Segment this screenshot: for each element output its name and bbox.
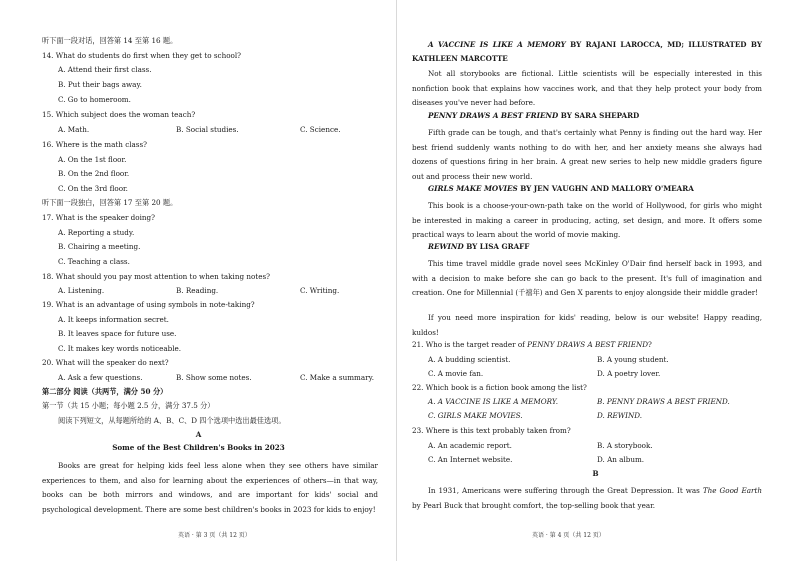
book3-heading bbox=[428, 184, 694, 193]
q15-option-c: C. Science. bbox=[300, 125, 341, 134]
passage-b-post: by Pearl Buck that brought comfort, the top-selling book that year. bbox=[412, 500, 656, 510]
passage-b-pre: In 1931, Americans were suffering through the Great Depression. It was bbox=[428, 486, 703, 495]
q17-option-a: A. Reporting a study. bbox=[58, 228, 135, 237]
q14-option-b: B. Put their bags away. bbox=[58, 80, 142, 89]
q21-option-a: A. A budding scientist. bbox=[428, 355, 511, 364]
q21-option-c: C. A movie fan. bbox=[428, 369, 484, 378]
q21-stem-title: PENNY DRAWS A BEST FRIEND bbox=[527, 340, 649, 349]
q20-option-b: B. Show some notes. bbox=[176, 373, 252, 382]
book2-title: PENNY DRAWS A BEST FRIEND bbox=[428, 111, 559, 120]
q20-option-a: A. Ask a few questions. bbox=[58, 373, 143, 382]
q15-stem: 15. Which subject does the woman teach? bbox=[42, 110, 196, 119]
page-footer-right: 英语 · 第 4 页（共 12 页） bbox=[532, 532, 605, 539]
q14-option-c: C. Go to homeroom. bbox=[58, 95, 131, 104]
q22-stem: 22. Which book is a fiction book among the list? bbox=[412, 383, 587, 392]
q21-option-d: D. A poetry lover. bbox=[597, 369, 661, 378]
q23-option-c: C. An Internet website. bbox=[428, 455, 513, 464]
right-page bbox=[397, 0, 794, 561]
book1-author: BY RAJANI LAROCCA, MD; ILLUSTRATED BY KATHLEEN MARCOTTE bbox=[412, 40, 762, 63]
q15-option-a: A. Math. bbox=[58, 125, 90, 134]
book4-heading bbox=[428, 242, 529, 251]
book2-description: Fifth grade can be tough, and that's certainly what Penny is finding out the hard way. Her best friend suddenly wants nothing to do with her, and her anxiety means she always had dozens of questions firing in her brain. A great new series to help new middle graders figure out and process their new world. bbox=[412, 128, 762, 181]
q19-stem: 19. What is an advantage of using symbols in note-taking? bbox=[42, 300, 255, 309]
q18-option-b: B. Reading. bbox=[176, 286, 219, 295]
q16-option-c: C. On the 3rd floor. bbox=[58, 184, 128, 193]
q23-option-a: A. An academic report. bbox=[428, 441, 512, 450]
book1-description: Not all storybooks are fictional. Little scientists will be especially interested in this nonfiction book that explains how vaccines work, and that they help protect your body from diseases you've never had before. bbox=[412, 69, 762, 107]
book2-author: BY SARA SHEPARD bbox=[558, 111, 640, 120]
q19-option-a: A. It keeps information secret. bbox=[58, 315, 169, 324]
listening-intro-1: 听下面一段对话，回答第 14 至第 16 题。 bbox=[42, 36, 178, 45]
q18-stem: 18. What should you pay most attention to when taking notes? bbox=[42, 272, 270, 281]
q21-stem-pre: 21. Who is the target reader of bbox=[412, 340, 528, 349]
q15-option-b: B. Social studies. bbox=[176, 125, 239, 134]
q16-option-a: A. On the 1st floor. bbox=[58, 155, 127, 164]
book3-author: BY JEN VAUGHN AND MALLORY O'MEARA bbox=[517, 184, 694, 193]
section-one-heading: 第一节（共 15 小题；每小题 2.5 分，满分 37.5 分） bbox=[42, 401, 215, 410]
q14-stem: 14. What do students do first when they get to school? bbox=[42, 51, 242, 60]
passage-b-paragraph bbox=[412, 484, 762, 513]
closing-paragraph: If you need more inspiration for kids' reading, below is our website! Happy reading, kuldos! bbox=[412, 313, 762, 337]
q16-option-b: B. On the 2nd floor. bbox=[58, 169, 130, 178]
q17-stem: 17. What is the speaker doing? bbox=[42, 213, 155, 222]
q14-option-a: A. Attend their first class. bbox=[58, 65, 152, 74]
book1-title: A VACCINE IS LIKE A MEMORY bbox=[428, 40, 566, 49]
book4-author: BY LISA GRAFF bbox=[463, 242, 530, 251]
q22-option-a: A. A VACCINE IS LIKE A MEMORY. bbox=[428, 397, 558, 406]
book2-heading bbox=[428, 111, 639, 120]
passage-b-book-title: The Good Earth bbox=[702, 486, 762, 495]
q16-stem: 16. Where is the math class? bbox=[42, 140, 148, 149]
q22-option-d: D. REWIND. bbox=[597, 411, 643, 420]
q23-option-b: B. A storybook. bbox=[597, 441, 653, 450]
part-two-heading: 第二部分 阅读（共两节，满分 50 分） bbox=[42, 387, 168, 396]
q19-option-c: C. It makes key words noticeable. bbox=[58, 344, 182, 353]
q23-stem: 23. Where is this text probably taken from? bbox=[412, 426, 571, 435]
listening-intro-2: 听下面一段独白，回答第 17 至第 20 题。 bbox=[42, 198, 178, 207]
book4-description: This time travel middle grade novel sees McKinley O'Dair find herself back in 1993, and with a decision to make before she can go back to the present. It's full of imagination and creation. One for Millennial (千禧年) and Gen X parents to enjoy alongside their middle grader! bbox=[412, 259, 762, 297]
q21-option-b: B. A young student. bbox=[597, 355, 669, 364]
passage-b-letter: B bbox=[592, 469, 599, 478]
q23-option-d: D. An album. bbox=[597, 455, 645, 464]
page-footer-left: 英语 · 第 3 页（共 12 页） bbox=[178, 532, 251, 539]
passage-a-letter: A bbox=[195, 430, 202, 439]
q22-option-b: B. PENNY DRAWS A BEST FRIEND. bbox=[597, 397, 730, 406]
q21-stem bbox=[412, 340, 652, 349]
book4-title: REWIND bbox=[428, 242, 464, 251]
reading-instruction: 阅读下列短文，从每题所给的 A、B、C、D 四个选项中选出最佳选项。 bbox=[58, 416, 286, 425]
book1-heading bbox=[412, 38, 762, 66]
book3-description: This book is a choose-your-own-path take on the world of Hollywood, for girls who might be interested in making a career in producing, acting, set design, and more. It offers some practical ways to learn about the world of movie making. bbox=[412, 201, 762, 239]
q18-option-a: A. Listening. bbox=[58, 286, 105, 295]
book3-title: GIRLS MAKE MOVIES bbox=[428, 184, 518, 193]
q20-stem: 20. What will the speaker do next? bbox=[42, 358, 169, 367]
q17-option-b: B. Chairing a meeting. bbox=[58, 242, 141, 251]
q20-option-c: C. Make a summary. bbox=[300, 373, 374, 382]
passage-a-paragraph: Books are great for helping kids feel less alone when they see others have similar experiences to them, and also for learning about the experiences of others—in that way, books can be both mirrors and windows, and are important for kids' social and psychological development. There are some best children's books in 2023 for kids to enjoy! bbox=[42, 461, 378, 514]
q22-option-c: C. GIRLS MAKE MOVIES. bbox=[428, 411, 523, 420]
q21-stem-post: ? bbox=[648, 340, 652, 349]
q19-option-b: B. It leaves space for future use. bbox=[58, 329, 177, 338]
q18-option-c: C. Writing. bbox=[300, 286, 340, 295]
q17-option-c: C. Teaching a class. bbox=[58, 257, 130, 266]
passage-a-title: Some of the Best Children's Books in 2023 bbox=[112, 443, 285, 452]
